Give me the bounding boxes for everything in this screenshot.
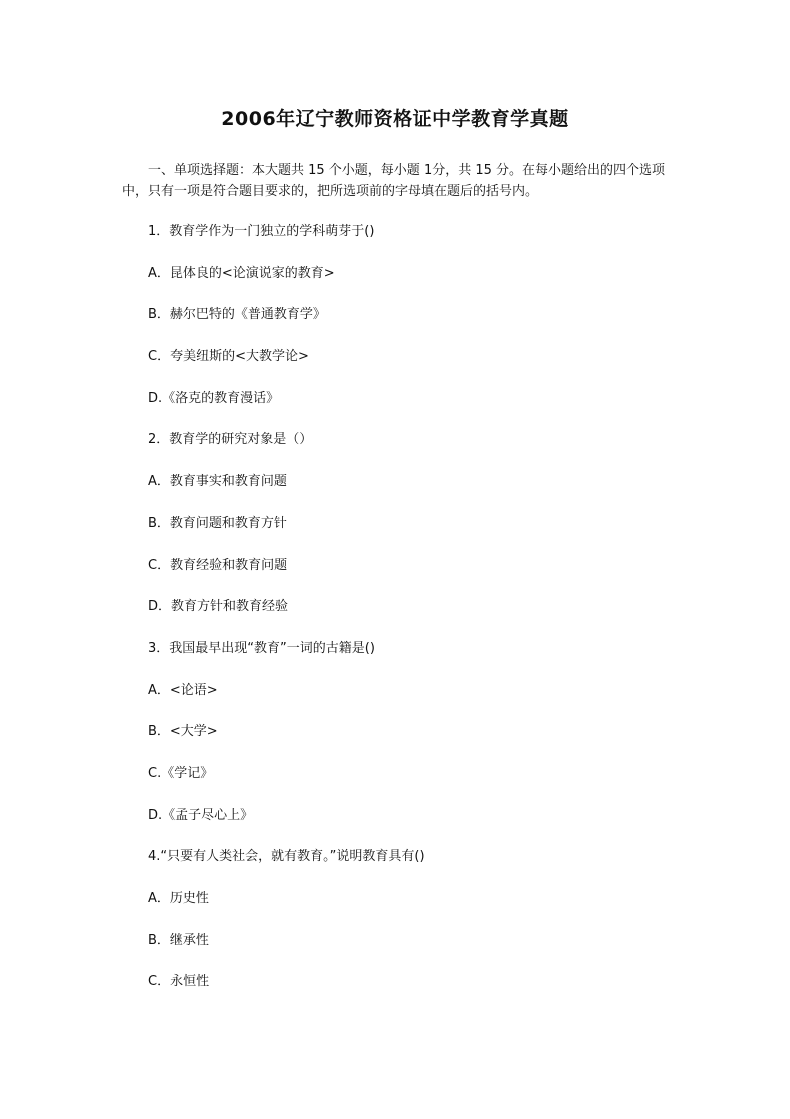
option-1a: A．昆体良的<论演说家的教育>	[148, 265, 335, 281]
option-3b: B．<大学>	[148, 724, 218, 740]
option-2c: C．教育经验和教育问题	[148, 557, 288, 573]
question-3: 3．我国最早出现“教育”一词的古籍是()	[148, 640, 375, 656]
question-list	[148, 222, 668, 1014]
option-1c: C．夸美纽斯的<大教学论>	[148, 349, 309, 365]
option-3c: C.《学记》	[148, 765, 214, 781]
document-title: 2006年辽宁教师资格证中学教育学真题	[221, 108, 569, 130]
question-1: 1．教育学作为一门独立的学科萌芽于()	[148, 224, 375, 239]
option-4c: C．永恒性	[148, 974, 210, 990]
question-2: 2．教育学的研究对象是（）	[148, 432, 313, 448]
option-2a: A．教育事实和教育问题	[148, 474, 287, 490]
option-1b: B．赫尔巴特的《普通教育学》	[148, 307, 326, 323]
question-4: 4.“只要有人类社会，就有教育。”说明教育具有()	[148, 849, 425, 865]
option-2d: D．教育方针和教育经验	[148, 599, 289, 615]
option-3d: D.《孟子尽心上》	[148, 807, 254, 823]
option-1d: D.《洛克的教育漫话》	[148, 390, 280, 406]
option-4b: B．继承性	[148, 932, 209, 948]
option-4a: A．历史性	[148, 891, 209, 906]
section-intro: 一、单项选择题：本大题共 15 个小题，每小题 1分，共 15 分。在每小题给出的四个选项中，只有一项是符合题目要求的，把所选项前的字母填在题后的括号内。	[122, 163, 666, 199]
option-3a: A．<论语>	[148, 682, 218, 698]
option-2b: B．教育问题和教育方针	[148, 515, 287, 531]
